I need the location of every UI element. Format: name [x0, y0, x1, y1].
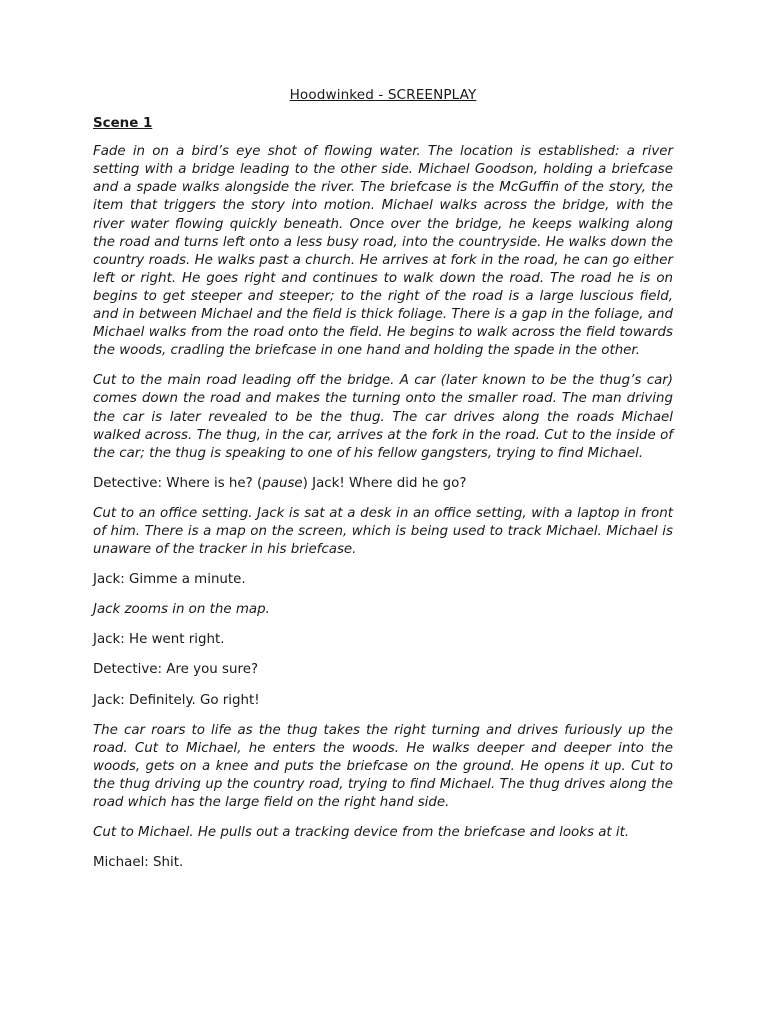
dialogue-line — [93, 475, 673, 493]
dialogue-line: Detective: Are you sure? — [93, 662, 259, 678]
action-paragraph: Cut to the main road leading off the bridge. A car (later known to be the thug’s car) comes down the road and makes the turning onto the smaller road. The man driving the car is later revealed to be the thug. The car drives along the roads Michael walked across. The thug, in the car, arrives at the fork in the road. Cut to the inside of the car; the thug is speaking to one of his fellow gangsters, trying to find Michael. — [93, 373, 673, 461]
action-paragraph: Fade in on a bird’s eye shot of flowing water. The location is established: a river setting with a bridge leading to the other side. Michael Goodson, holding a briefcase and a spade walks alongside the river. The briefcase is the McGuffin of the story, the item that triggers the story into motion. Michael walks across the bridge, with the river water flowing quickly beneath. Once over the bridge, he keeps walking along the road and turns left onto a less busy road, into the countryside. He walks down the country roads. He walks past a church. He arrives at fork in the road, he can go either left or right. He goes right and continues to walk down the road. The road he is on begins to get steeper and steeper; to the right of the road is a large luscious field, and in between Michael and the field is thick foliage. There is a gap in the foliage, and Michael walks from the road onto the field. He begins to walk across the field towards the woods, cradling the briefcase in one hand and holding the spade in the other. — [93, 144, 673, 359]
document-page — [93, 86, 673, 884]
dialogue-line: Jack: Gimme a minute. — [93, 572, 246, 588]
dialogue-line: Jack: He went right. — [93, 632, 225, 648]
action-paragraph: Cut to Michael. He pulls out a tracking device from the briefcase and looks at it. — [93, 825, 630, 841]
action-paragraph: Cut to an office setting. Jack is sat at a desk in an office setting, with a laptop in front of him. There is a map on the screen, which is being used to track Michael. Michael is unaware of the tracker in his briefcase. — [93, 505, 673, 558]
document-title: Hoodwinked - SCREENPLAY — [289, 87, 477, 103]
scene-heading: Scene 1 — [93, 116, 153, 132]
action-paragraph: The car roars to life as the thug takes the right turning and drives furiously up the road. Cut to Michael, he enters the woods. He walks deeper and deeper into the woods, gets on a knee and puts the briefcase on the ground. He opens it up. Cut to the thug driving up the country road, trying to find Michael. The thug drives along the road which has the large field on the right hand side. — [93, 722, 673, 810]
action-paragraph: Jack zooms in on the map. — [93, 602, 270, 618]
dialogue-line: Jack: Definitely. Go right! — [93, 692, 260, 708]
dialogue-text: ) Jack! Where did he go? — [302, 475, 467, 491]
parenthetical: pause — [262, 475, 303, 491]
dialogue-text: Detective: Where is he? ( — [93, 475, 263, 491]
dialogue-line: Michael: Shit. — [93, 855, 184, 871]
